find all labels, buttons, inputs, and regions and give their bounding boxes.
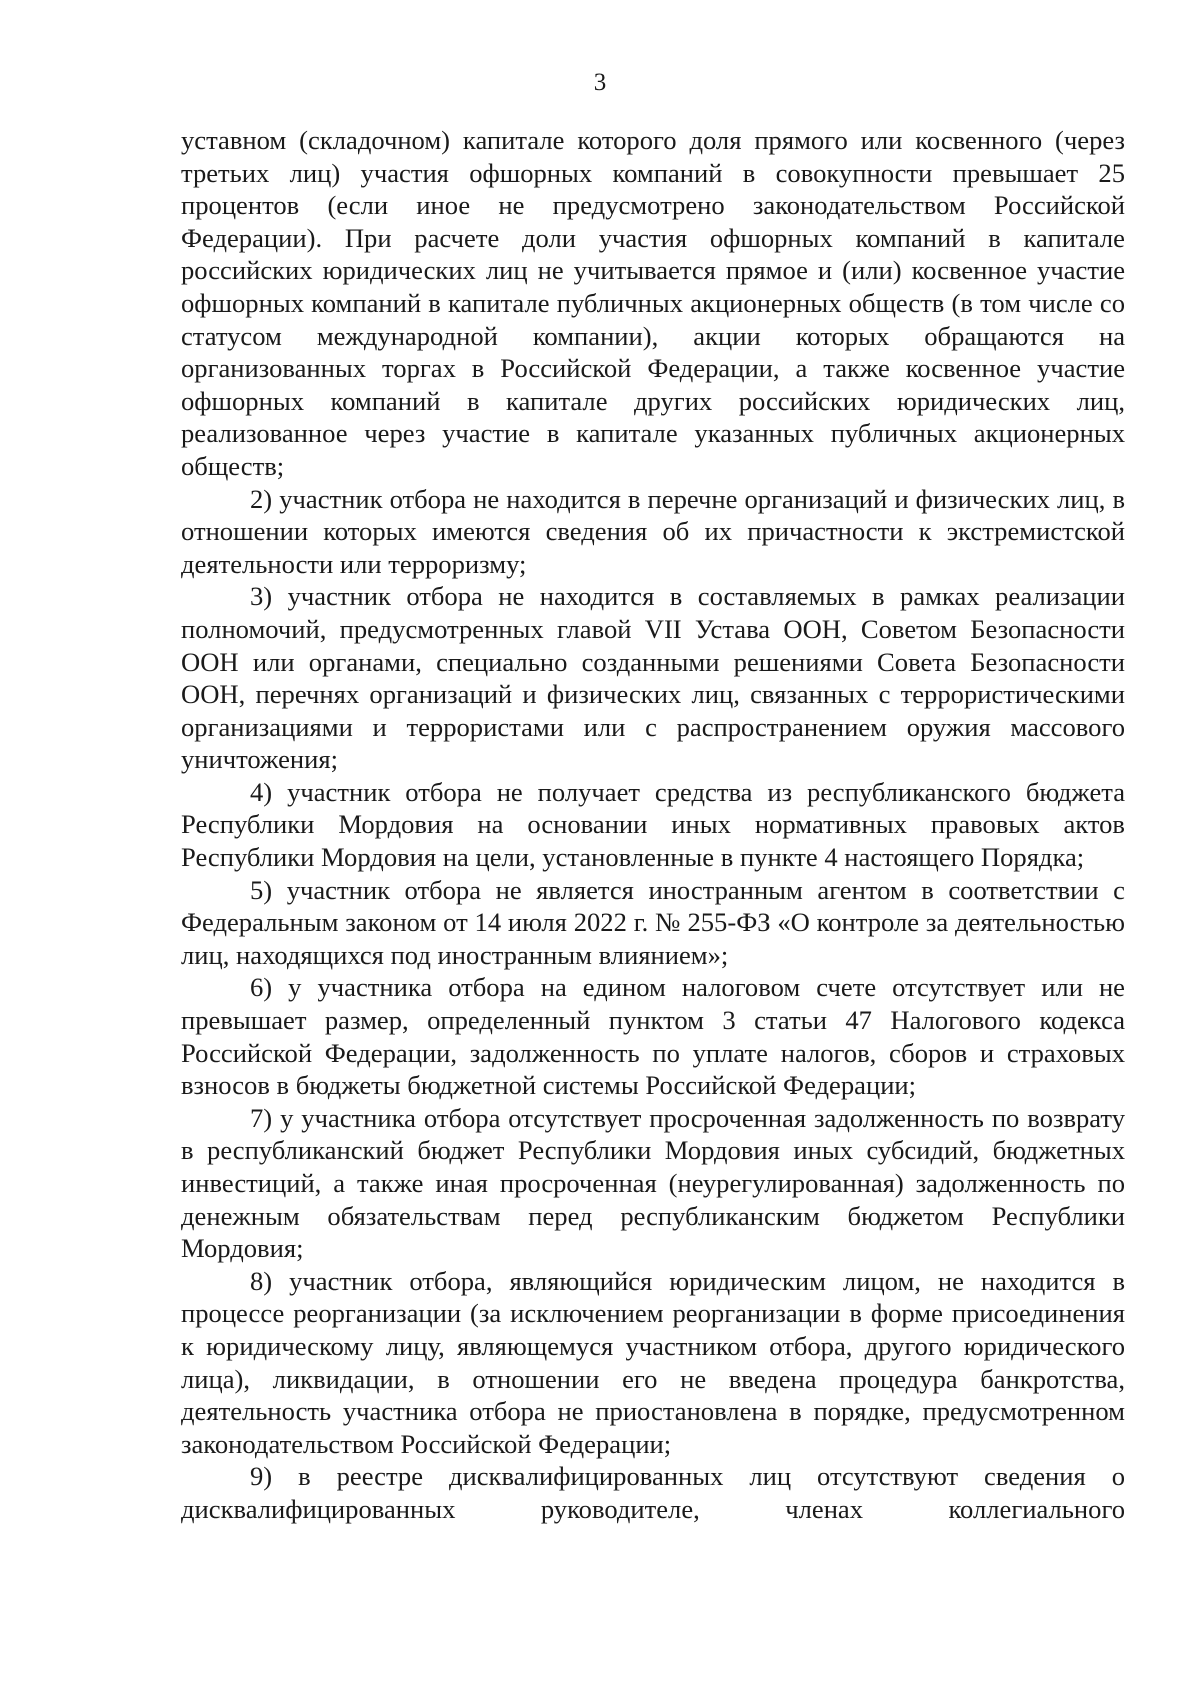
- paragraph-item-2: 2) участник отбора не находится в перечне организаций и физических лиц, в отношении которых имеются сведения об их причастности к экстремистской деятельности или терроризму;: [181, 483, 1125, 579]
- paragraph-item-6: 6) у участника отбора на едином налоговом счете отсутствует или не превышает размер, определенный пунктом 3 статьи 47 Налогового кодекса Российской Федерации, задолженность по уплате налогов, сборов и страховых взносов в бюджеты бюджетной системы Российской Федерации;: [181, 972, 1125, 1101]
- paragraph-item-5: 5) участник отбора не является иностранным агентом в соответствии с Федеральным законом от 14 июля 2022 г. № 255-ФЗ «О контроле за деятельностью лиц, находящихся под иностранным влиянием»;: [181, 874, 1125, 970]
- paragraph-item-3: 3) участник отбора не находится в составляемых в рамках реализации полномочий, предусмотренных главой VII Устава ООН, Советом Безопасности ООН или органами, специально созданными решениями Совета Безопасности ООН, перечнях организаций и физических лиц, связанных с террористическими организациями и террористами или с распространением оружия массового уничтожения;: [181, 581, 1125, 775]
- paragraph-item-8: 8) участник отбора, являющийся юридическим лицом, не находится в процессе реорганизации (за исключением реорганизации в форме присоединения к юридическому лицу, являющемуся участником отбора, другого юридического лица), ликвидации, в отношении его не введена процедура банкротства, деятельность участника отбора не приостановлена в порядке, предусмотренном законодательством Российской Федерации;: [181, 1265, 1125, 1459]
- paragraph-continuation: уставном (складочном) капитале которого доля прямого или косвенного (через третьих лиц) участия офшорных компаний в совокупности превышает 25 процентов (если иное не предусмотрено законодательством Российской Федерации). При расчете доли участия офшорных компаний в капитале российских юридических лиц не учитывается прямое и (или) косвенное участие офшорных компаний в капитале публичных акционерных обществ (в том числе со статусом международной компании), акции которых обращаются на организованных торгах в Российской Федерации, а также косвенное участие офшорных компаний в капитале других российских юридических лиц, реализованное через участие в капитале указанных публичных акционерных обществ;: [181, 125, 1125, 481]
- paragraph-item-7: 7) у участника отбора отсутствует просроченная задолженность по возврату в республиканский бюджет Республики Мордовия иных субсидий, бюджетных инвестиций, а также иная просроченная (неурегулированная) задолженность по денежным обязательствам перед республиканским бюджетом Республики Мордовия;: [181, 1102, 1125, 1264]
- page-number: 3: [593, 69, 607, 96]
- document-body: [181, 124, 1125, 1526]
- paragraph-item-4: 4) участник отбора не получает средства из республиканского бюджета Республики Мордовия на основании иных нормативных правовых актов Республики Мордовия на цели, установленные в пункте 4 настоящего Порядка;: [181, 776, 1125, 873]
- paragraph-item-9: 9) в реестре дисквалифицированных лиц отсутствуют сведения о дисквалифицированных руководителе, членах коллегиального: [181, 1461, 1125, 1524]
